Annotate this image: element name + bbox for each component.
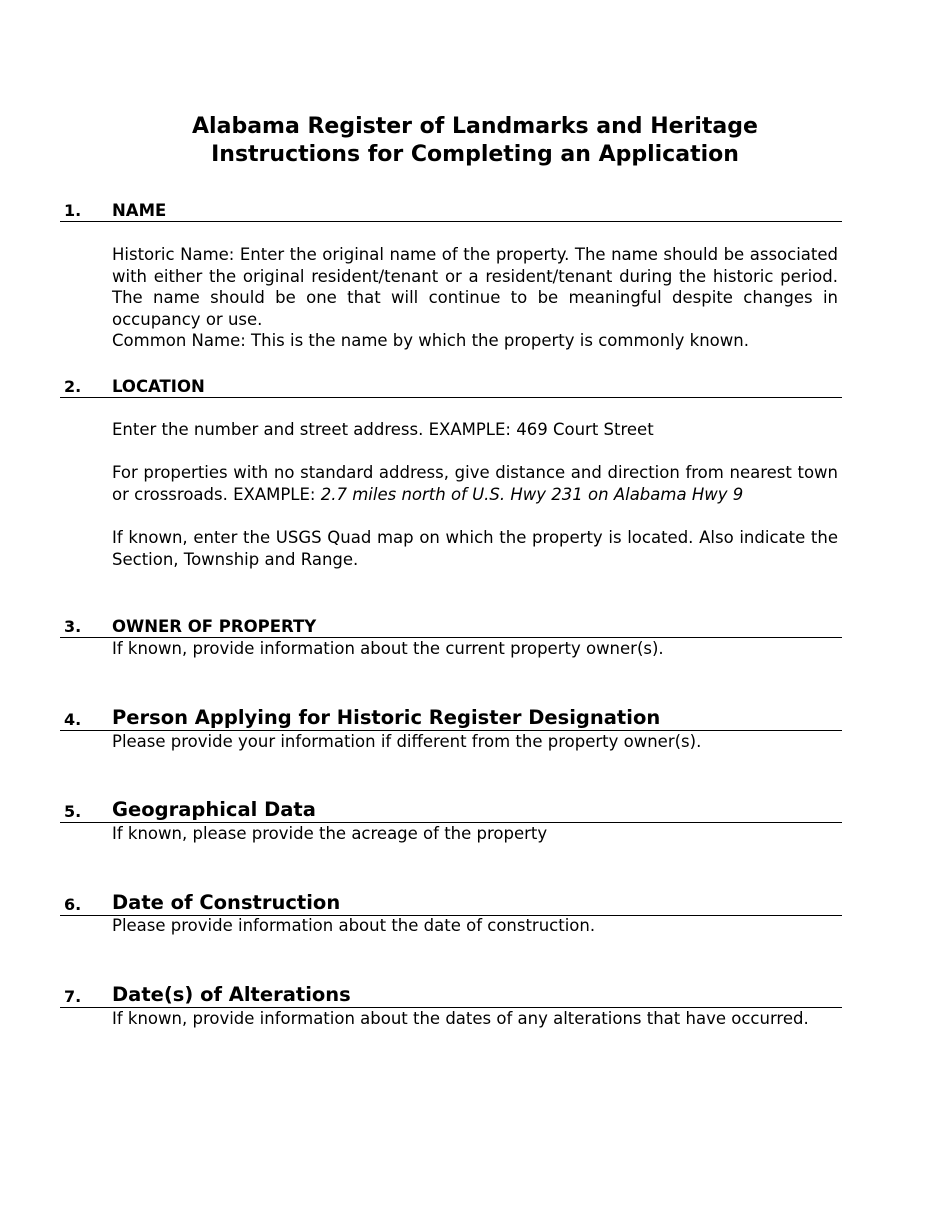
applicant-instructions: Please provide your information if different from the property owner(s). xyxy=(112,732,702,751)
section-number: 5. xyxy=(64,802,82,821)
construction-date-instructions: Please provide information about the date of construction. xyxy=(112,916,596,935)
location-example: 2.7 miles north of U.S. Hwy 231 on Alabama Hwy 9 xyxy=(320,484,744,504)
usgs-quad-instructions: If known, enter the USGS Quad map on which the property is located. Also indicate the Section, Township and Range. xyxy=(112,528,838,569)
section-heading-owner xyxy=(60,615,842,638)
section-title: Date(s) of Alterations xyxy=(112,983,351,1006)
section-title: Geographical Data xyxy=(112,798,316,821)
section-title: NAME xyxy=(112,201,167,220)
document-title-line-1: Alabama Register of Landmarks and Heritage xyxy=(192,114,758,139)
section-number: 4. xyxy=(64,710,82,729)
section-heading-name xyxy=(60,199,842,222)
section-number: 2. xyxy=(64,377,82,396)
section-title: Date of Construction xyxy=(112,891,341,914)
alterations-instructions: If known, provide information about the dates of any alterations that have occurred. xyxy=(112,1009,809,1028)
section-title: LOCATION xyxy=(112,377,205,396)
document-title-line-2: Instructions for Completing an Application xyxy=(211,142,739,167)
owner-instructions: If known, provide information about the current property owner(s). xyxy=(112,639,664,658)
section-heading-applicant xyxy=(60,704,842,731)
geographical-data-instructions: If known, please provide the acreage of the property xyxy=(112,824,548,843)
section-number: 1. xyxy=(64,201,82,220)
section-heading-date-of-construction xyxy=(60,889,842,916)
no-address-text: For properties with no standard address, give distance and direction from nearest town or crossroads. EXAMPLE: xyxy=(112,463,838,504)
section-title: OWNER OF PROPERTY xyxy=(112,617,317,636)
historic-name-instructions: Historic Name: Enter the original name of the property. The name should be associated with either the original resident/tenant or a resident/tenant during the historic period. The name should be one that will continue to be meaningful despite changes in occupancy or use. xyxy=(112,245,838,329)
street-address-instructions: Enter the number and street address. EXAMPLE: 469 Court Street xyxy=(112,420,654,439)
section-heading-geographical-data xyxy=(60,796,842,823)
common-name-instructions: Common Name: This is the name by which the property is commonly known. xyxy=(112,331,749,350)
section-heading-alterations xyxy=(60,981,842,1008)
section-number: 3. xyxy=(64,617,82,636)
section-number: 6. xyxy=(64,895,82,914)
section-heading-location xyxy=(60,375,842,398)
section-number: 7. xyxy=(64,987,82,1006)
no-address-instructions xyxy=(112,462,838,505)
section-title: Person Applying for Historic Register Designation xyxy=(112,706,661,729)
